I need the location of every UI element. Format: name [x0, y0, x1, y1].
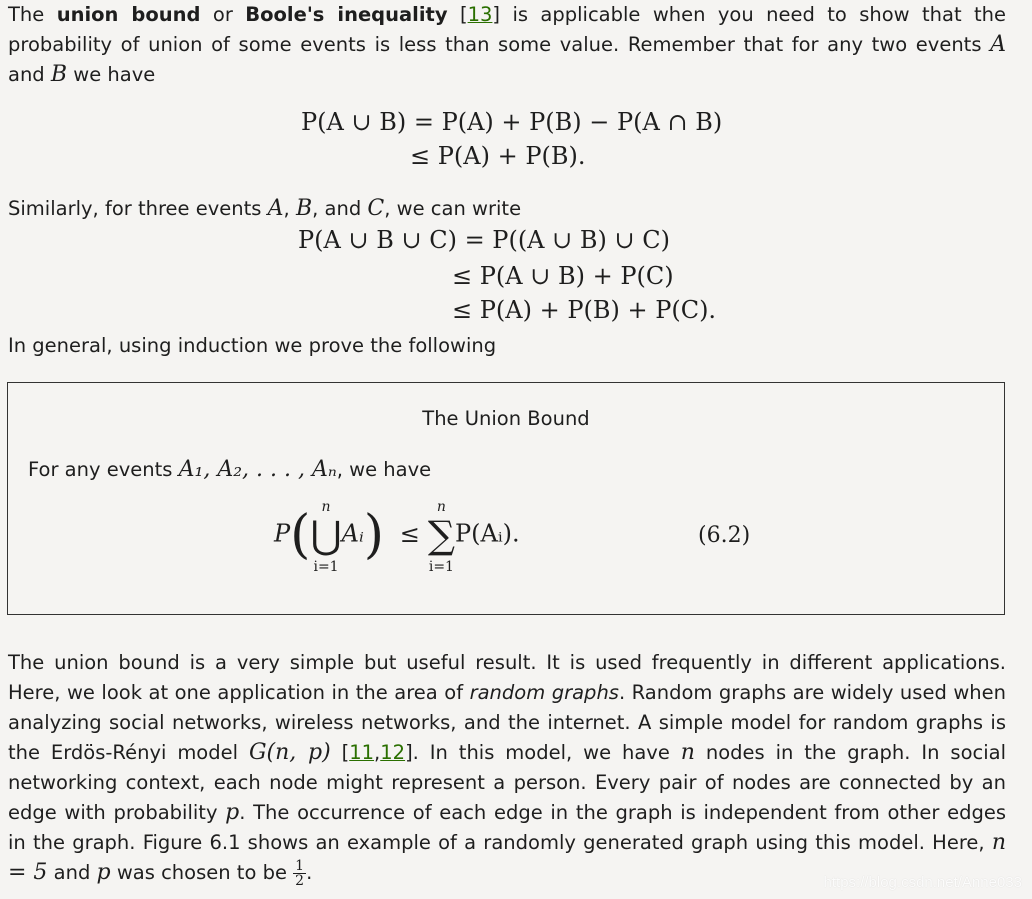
equation-three-events-line2: ≤ P(A ∪ B) + P(C): [452, 262, 674, 290]
math-n-equals-5: n = 5: [8, 830, 1006, 885]
para-text: . Random graphs are widely used when analyzing social networks, wireless networks, and the internet. A simple model for random graphs is the Erdös-Rényi model: [8, 681, 1006, 764]
math-a-i: Aᵢ: [341, 519, 364, 548]
intro-text: or: [212, 3, 233, 26]
para-text: was chosen to be: [116, 861, 287, 884]
sum-upper-limit: n: [436, 499, 446, 515]
big-sum-operator: [427, 499, 455, 575]
citation-link-11[interactable]: 11: [349, 741, 375, 764]
math-var-c: C: [367, 196, 385, 221]
three-text: , and: [312, 197, 362, 220]
para-emphasis: random graphs: [469, 681, 619, 704]
union-bound-equation: [274, 499, 520, 575]
math-var-b: B: [295, 196, 313, 221]
para-text: .: [306, 861, 313, 884]
union-lower-limit: i=1: [313, 559, 339, 575]
theorem-text: For any events: [28, 458, 173, 481]
equation-two-events-line1: P(A ∪ B) = P(A) + P(B) − P(A ∩ B): [301, 108, 723, 136]
intro-text: The: [8, 3, 45, 26]
fraction-numerator: 1: [295, 858, 305, 874]
math-var-p: p: [96, 860, 111, 885]
union-upper-limit: n: [321, 499, 331, 515]
union-symbol: ⋃: [310, 513, 342, 557]
math-var-a: A: [267, 196, 284, 221]
math-p: P: [274, 519, 291, 548]
random-graphs-paragraph: The union bound is a very simple but useful result. It is used frequently in different applications. Here, we look at one application in the area of random graphs. Random graphs are widely used when analyzing social networks, wireless networks, and the internet. A simple model for random graphs is the Erdös-Rényi model G(n, p) [11,12]. In this model, we have n nodes in the graph. In social networking context, each node might represent a person. Every pair of nodes are connected by an edge with probability p. The occurrence of each edge in the graph is independent from other edges in the graph. Figure 6.1 shows an example of a randomly generated graph using this model. Here, n = 5 and p was chosen to be $\frac{1}{2}$ .: [8, 651, 1007, 889]
para-text: . The occurrence of each edge in the graph is independent from other edges in the graph. Figure 6.1 shows an example of a randomly generated graph using this model. Here,: [8, 801, 1006, 854]
citation-link-13[interactable]: 13: [467, 3, 493, 26]
math-var-n: n: [680, 740, 695, 765]
intro-paragraph: The union bound or Boole's inequality [13] is applicable when you need to show that the probability of union of some events is less than some value. Remember that for any two events A and B we have: [8, 3, 1007, 87]
equation-number: (6.2): [698, 523, 751, 548]
three-text: , we can write: [384, 197, 522, 220]
leq-symbol: ≤: [399, 519, 420, 548]
term-booles-inequality: Boole's inequality: [245, 3, 448, 26]
three-text: Similarly, for three events: [8, 197, 262, 220]
theorem-text: , we have: [336, 458, 432, 481]
math-var-a: A: [990, 32, 1006, 57]
para-text: The union bound is a very simple but useful result. It is used frequently in different applications. Here, we look at one application in the area of: [8, 651, 1006, 704]
watermark: https://blog.csdn.net/Anne033: [823, 874, 1022, 891]
equation-three-events-line3: ≤ P(A) + P(B) + P(C).: [452, 296, 717, 324]
para-text: . In this model, we have: [412, 741, 670, 764]
math-model-gnp: G(n, p): [248, 740, 331, 765]
general-sentence: In general, using induction we prove the following: [8, 334, 497, 357]
sum-symbol: ∑: [427, 513, 455, 557]
theorem-statement: [28, 457, 431, 482]
theorem-title: The Union Bound: [422, 407, 590, 430]
math-events-list: A₁, A₂, . . . , Aₙ: [178, 457, 337, 482]
equation-three-events-line1: P(A ∪ B ∪ C) = P((A ∪ B) ∪ C): [298, 226, 670, 254]
right-paren: ): [363, 505, 385, 565]
para-text: nodes in the graph. In social networking context, each node might represent a person. Every pair of nodes are connected by an edge with probability: [8, 741, 1007, 824]
three-events-sentence: Similarly, for three events A, B, and C, we can write: [8, 196, 522, 221]
term-union-bound: union bound: [56, 3, 201, 26]
left-paren: (: [290, 505, 311, 565]
fraction-denominator: 2: [295, 873, 305, 889]
intro-text: we have: [73, 63, 156, 86]
fraction-one-half: [293, 859, 306, 888]
citation-link-12[interactable]: 12: [380, 741, 406, 764]
equation-two-events-line2: ≤ P(A) + P(B).: [410, 142, 586, 170]
intro-text: is applicable when you need to show that the probability of union of some events is less than some value. Remember that for any two events: [8, 3, 1007, 56]
sum-term: P(Aᵢ).: [454, 519, 520, 548]
intro-text: and: [8, 63, 45, 86]
math-var-b: B: [50, 62, 68, 87]
big-union-operator: [310, 499, 342, 575]
para-text: and: [53, 861, 91, 884]
sum-lower-limit: i=1: [428, 559, 454, 575]
math-var-p: p: [225, 800, 240, 825]
theorem-box: [7, 382, 1005, 615]
